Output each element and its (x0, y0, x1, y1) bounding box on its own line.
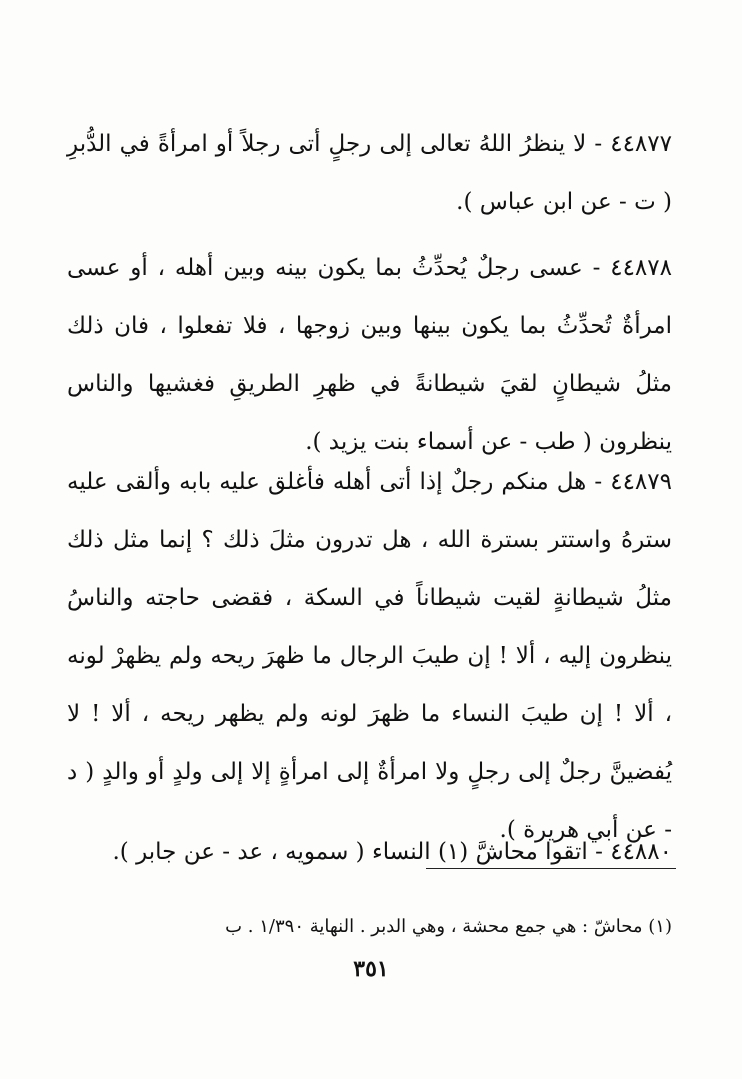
hadith-entry-44878: ٤٤٨٧٨ - عسى رجلٌ يُحدِّثُ بما يكون بينه وبين أهله ، أو عسى امرأةٌ تُحدِّثُ بما يكون بينها وبين زوجها ، فلا تفعلوا ، فان ذلك مثلُ شيطانٍ لقيَ شيطانةً في ظهرِ الطريقِ فغشيها والناس ينظرون ( طب - عن أسماء بنت يزيد ). (67, 255, 672, 455)
page-number: ٣٥١ (353, 956, 389, 982)
hadith-entry-44879: ٤٤٨٧٩ - هل منكم رجلٌ إذا أتى أهله فأغلق عليه بابه وألقى عليه سترهُ واستتر بسترة الله ، هل تدرون مثلَ ذلك ؟ إنما مثل ذلك مثلُ شيطانةٍ لقيت شيطاناً في السكة ، فقضى حاجته والناسُ ينظرون إليه ، ألا ! إن طيبَ الرجال ما ظهرَ ريحه ولم يظهرْ لونه ، ألا ! إن طيبَ النساء ما ظهرَ لونه ولم يظهر ريحه ، ألا ! لا يُفضينَّ رجلٌ إلى رجلٍ ولا امرأةٌ إلى امرأةٍ إلا إلى ولدٍ أو والدٍ ( د - عن أبي هريرة ). (67, 469, 672, 843)
footnote-divider (426, 868, 676, 869)
hadith-entry-44877: ٤٤٨٧٧ - لا ينظرُ اللهُ تعالى إلى رجلٍ أتى رجلاً أو امرأةً في الدُّبرِ ( ت - عن ابن عباس ). (67, 131, 672, 215)
footnote: (١) محاشّ : هي جمع محشة ، وهي الدبر . النهاية ١/٣٩٠ . ب (225, 916, 672, 937)
hadith-entry-44880: ٤٤٨٨٠ - اتقوا محاشَّ (١) النساء ( سمويه ، عد - عن جابر ). (112, 839, 672, 865)
